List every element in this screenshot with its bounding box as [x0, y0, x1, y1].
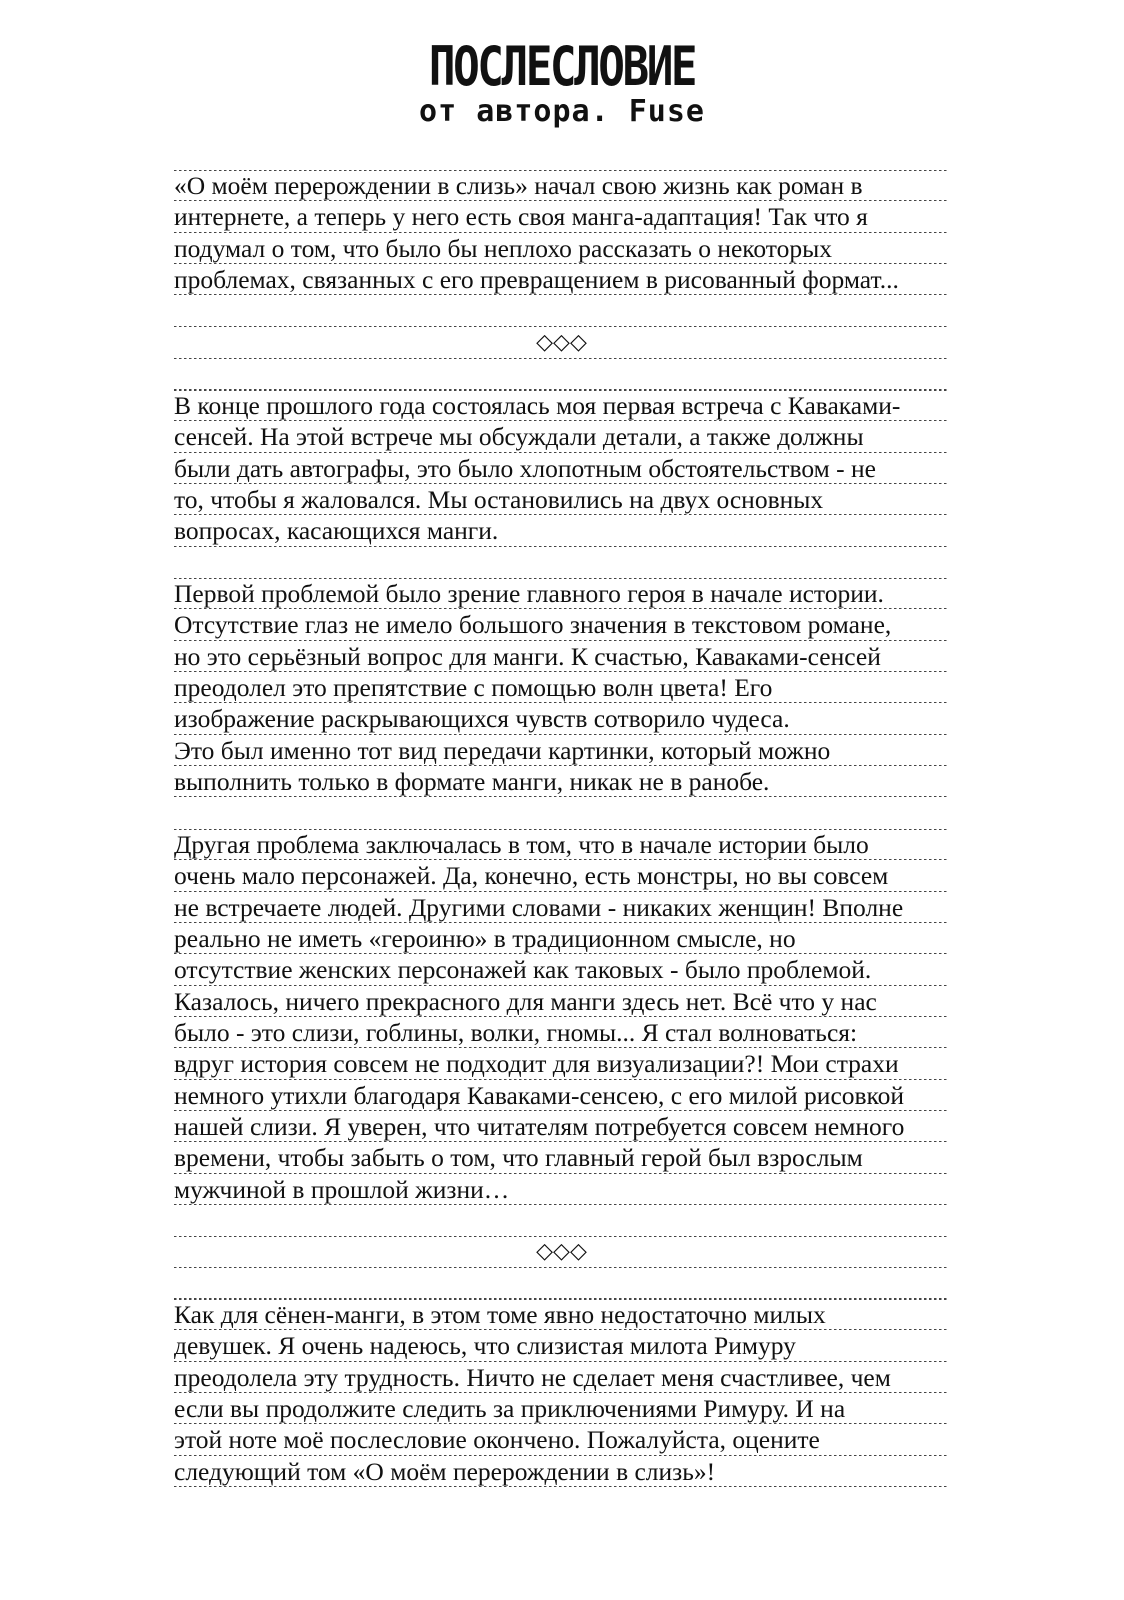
text-line: изображение раскрывающихся чувств сотворило чудеса. [174, 703, 949, 734]
text-line: преодолела эту трудность. Ничто не сделает меня счастливее, чем [174, 1362, 949, 1393]
text-line: вопросах, касающихся манги. [174, 515, 949, 546]
text-line: мужчиной в прошлой жизни… [174, 1174, 949, 1205]
text-line: были дать автографы, это было хлопотным обстоятельством - не [174, 453, 949, 484]
text-line: выполнить только в формате манги, никак не в ранобе. [174, 766, 949, 797]
text-line: если вы продолжите следить за приключениями Римуру. И на [174, 1393, 949, 1424]
dotted-rule [174, 1236, 949, 1237]
text-line: не встречаете людей. Другими словами - никаких женщин! Вполне [174, 892, 949, 923]
section-separator: ◇◇◇ [536, 330, 587, 355]
text-line: очень мало персонажей. Да, конечно, есть монстры, но вы совсем [174, 860, 949, 891]
text-line: подумал о том, что было бы неплохо рассказать о некоторых [174, 233, 949, 264]
text-line: вдруг история совсем не подходит для визуализации?! Мои страхи [174, 1048, 949, 1079]
text-line: Отсутствие глаз не имело большого значения в текстовом романе, [174, 609, 949, 640]
text-line: преодолел это препятствие с помощью волн цвета! Его [174, 672, 949, 703]
text-line: Другая проблема заключалась в том, что в начале истории было [174, 829, 949, 860]
paragraph-4 [174, 829, 949, 1205]
paragraph-3 [174, 578, 949, 797]
text-line: сенсей. На этой встрече мы обсуждали детали, а также должны [174, 421, 949, 452]
page-title: ПОСЛЕСЛОВИЕ [428, 35, 696, 98]
text-line: Как для сёнен-манги, в этом томе явно недостаточно милых [174, 1299, 949, 1330]
page-subtitle: от автора. Fuse [419, 94, 705, 129]
section-separator: ◇◇◇ [536, 1239, 587, 1264]
text-line: Казалось, ничего прекрасного для манги здесь нет. Всё что у нас [174, 986, 949, 1017]
text-line: Это был именно тот вид передачи картинки, который можно [174, 735, 949, 766]
text-line: следующий том «О моём перерождении в слизь»! [174, 1456, 949, 1487]
dotted-rule [174, 326, 949, 327]
text-line: было - это слизи, гоблины, волки, гномы... Я стал волноваться: [174, 1017, 949, 1048]
text-line: отсутствие женских персонажей как таковых - было проблемой. [174, 954, 949, 985]
dotted-rule [174, 358, 949, 359]
text-line: Первой проблемой было зрение главного героя в начале истории. [174, 578, 949, 609]
text-line: В конце прошлого года состоялась моя первая встреча с Каваками- [174, 390, 949, 421]
text-line: этой ноте моё послесловие окончено. Пожалуйста, оцените [174, 1424, 949, 1455]
text-line: «О моём перерождении в слизь» начал свою жизнь как роман в [174, 170, 949, 201]
text-line: реально не иметь «героиню» в традиционном смысле, но [174, 923, 949, 954]
text-line: то, чтобы я жаловался. Мы остановились на двух основных [174, 484, 949, 515]
dotted-rule [174, 1267, 949, 1268]
text-line: но это серьёзный вопрос для манги. К счастью, Каваками-сенсей [174, 641, 949, 672]
text-line: немного утихли благодаря Каваками-сенсею, с его милой рисовкой [174, 1080, 949, 1111]
text-line: проблемах, связанных с его превращением в рисованный формат... [174, 264, 949, 295]
text-line: интернете, а теперь у него есть своя манга-адаптация! Так что я [174, 201, 949, 232]
text-line: нашей слизи. Я уверен, что читателям потребуется совсем немного [174, 1111, 949, 1142]
paragraph-5 [174, 1299, 949, 1487]
text-line: времени, чтобы забыть о том, что главный герой был взрослым [174, 1142, 949, 1173]
paragraph-2 [174, 390, 949, 547]
paragraph-1 [174, 170, 949, 295]
text-line: девушек. Я очень надеюсь, что слизистая милота Римуру [174, 1330, 949, 1361]
